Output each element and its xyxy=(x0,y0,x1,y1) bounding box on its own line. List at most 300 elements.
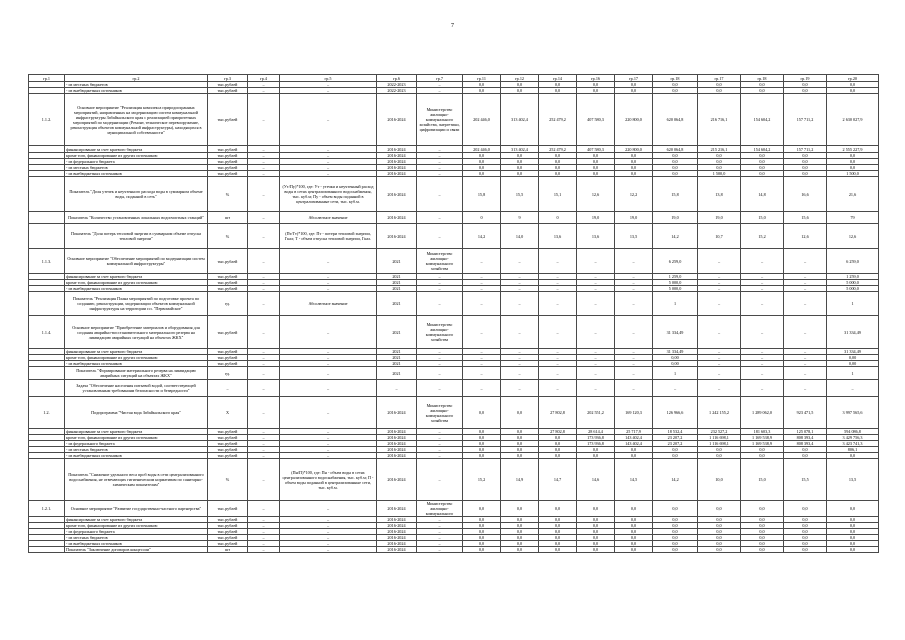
table-cell: 0,0 xyxy=(615,153,653,159)
table-cell: % xyxy=(208,177,248,212)
table-cell: - из местных бюджетов xyxy=(65,82,208,88)
table-cell: – xyxy=(501,361,539,367)
table-cell: – xyxy=(248,435,280,441)
table-cell: 0,0 xyxy=(653,501,698,517)
table-cell: 0,0 xyxy=(577,523,615,529)
table-cell: – xyxy=(501,367,539,380)
table-cell: 0,0 xyxy=(615,88,653,94)
table-cell: тыс.рублей xyxy=(208,529,248,535)
table-cell: – xyxy=(417,453,463,459)
table-cell: 2016-2024 xyxy=(377,153,417,159)
table-cell: 0,0 xyxy=(539,435,577,441)
table-cell: 0,0 xyxy=(577,171,615,177)
table-cell: Министерство жилищно-коммунального xyxy=(417,501,463,517)
table-cell: – xyxy=(539,280,577,286)
table-cell: 808 393,4 xyxy=(784,441,827,447)
column-header: гр.18 xyxy=(653,75,698,82)
table-cell: 2 555 227,9 xyxy=(827,146,879,153)
table-cell: – xyxy=(784,349,827,355)
table-cell: тыс.рублей xyxy=(208,153,248,159)
table-cell: 0,0 xyxy=(577,517,615,523)
table-cell: 0,0 xyxy=(698,517,741,523)
table-cell: – xyxy=(417,349,463,355)
table-cell: 15,2 xyxy=(463,459,501,501)
table-cell: тыс.рублей xyxy=(208,355,248,361)
table-cell: 10,7 xyxy=(698,224,741,249)
table-cell: 0,0 xyxy=(501,397,539,429)
table-cell: – xyxy=(784,274,827,280)
table-cell: 79 xyxy=(827,212,879,224)
table-cell: 1 259,0 xyxy=(653,274,698,280)
table-cell: 923 471,5 xyxy=(784,397,827,429)
table-cell: 0,0 xyxy=(653,82,698,88)
table-cell: 23 207,2 xyxy=(653,435,698,441)
table-cell: 407 580,3 xyxy=(577,146,615,153)
table-cell: 0,0 xyxy=(463,429,501,435)
table-cell: 0,0 xyxy=(501,159,539,165)
table-cell: 202 446,0 xyxy=(463,146,501,153)
table-cell: 2016-2024 xyxy=(377,441,417,447)
table-cell: 2016-2024 xyxy=(377,397,417,429)
table-cell: 0,0 xyxy=(827,541,879,547)
table-cell: 0,0 xyxy=(741,529,784,535)
table-cell: 0,0 xyxy=(501,447,539,453)
table-cell: – xyxy=(248,88,280,94)
table-cell: 23 207,2 xyxy=(653,441,698,447)
table-cell: 0,00 xyxy=(653,361,698,367)
table-cell: 0,0 xyxy=(463,165,501,171)
table-cell: – xyxy=(698,367,741,380)
table-cell: – xyxy=(417,447,463,453)
table-cell: 0,0 xyxy=(741,165,784,171)
table-cell: – xyxy=(248,212,280,224)
table-cell: 0,0 xyxy=(827,88,879,94)
table-cell: финансирование за счет краевого бюджета xyxy=(65,517,208,523)
table-cell: – xyxy=(501,292,539,316)
table-cell: 2021 xyxy=(377,274,417,280)
table-cell: – xyxy=(248,280,280,286)
table-cell: тыс.рублей xyxy=(208,441,248,447)
table-cell: 0,0 xyxy=(653,171,698,177)
header-row xyxy=(29,75,879,82)
table-cell: – xyxy=(248,274,280,280)
table-cell: – xyxy=(417,523,463,529)
column-header: гр.4 xyxy=(248,75,280,82)
table-cell: 0,0 xyxy=(539,453,577,459)
table-cell: 0,0 xyxy=(615,82,653,88)
table-cell: – xyxy=(539,292,577,316)
table-row xyxy=(29,212,879,224)
table-cell: кроме того, финансирование из других источников: xyxy=(65,355,208,361)
table-cell: тыс.рублей xyxy=(208,88,248,94)
table-cell: 31 334,49 xyxy=(827,316,879,349)
table-cell: 19,0 xyxy=(698,212,741,224)
table-cell: 19,0 xyxy=(577,212,615,224)
table-cell: 1 500,0 xyxy=(698,171,741,177)
column-header: гр.14 xyxy=(539,75,577,82)
table-cell: 0,0 xyxy=(539,82,577,88)
page-number: 7 xyxy=(451,23,454,29)
table-cell: – xyxy=(417,171,463,177)
table-cell: 1.2. xyxy=(29,397,65,429)
table-cell: 0,0 xyxy=(539,165,577,171)
table-cell: – xyxy=(417,535,463,541)
table-cell: – xyxy=(417,82,463,88)
table-cell: – xyxy=(280,501,377,517)
table-cell: 0,0 xyxy=(501,535,539,541)
table-cell: 0,0 xyxy=(501,153,539,159)
table-cell: – xyxy=(417,292,463,316)
table-cell: – xyxy=(698,274,741,280)
table-cell: – xyxy=(417,274,463,280)
table-cell: 0,0 xyxy=(784,447,827,453)
table-cell: 2016-2024 xyxy=(377,146,417,153)
table-cell: 220 800,0 xyxy=(615,94,653,146)
table-cell: Основное мероприятие "Приобретение материалов и оборудования для создания аварийно-восстановительного материального резерва на ликвидацию аварийных ситуаций на объектах ЖКХ" xyxy=(65,316,208,349)
table-cell: – xyxy=(280,429,377,435)
table-cell: – xyxy=(248,453,280,459)
table-cell: – xyxy=(539,249,577,274)
table-cell: 0,0 xyxy=(784,171,827,177)
column-header: гр.17 xyxy=(698,75,741,82)
table-cell: тыс.рублей xyxy=(208,535,248,541)
table-cell: 14,0 xyxy=(501,224,539,249)
table-cell: 216 716,1 xyxy=(698,94,741,146)
table-cell: – xyxy=(280,367,377,380)
table-cell: – xyxy=(463,361,501,367)
table-cell: 27 802,8 xyxy=(539,397,577,429)
table-cell: – xyxy=(280,249,377,274)
column-header: гр.6 xyxy=(377,75,417,82)
table-cell: 0,0 xyxy=(784,547,827,553)
table-cell: – xyxy=(615,280,653,286)
table-cell: – xyxy=(501,280,539,286)
table-cell: – xyxy=(417,146,463,153)
table-cell: – xyxy=(827,380,879,397)
table-cell: 143 402,4 xyxy=(615,441,653,447)
table-cell: – xyxy=(248,177,280,212)
table-cell: – xyxy=(280,517,377,523)
table-cell: 0,0 xyxy=(463,547,501,553)
table-cell xyxy=(29,367,65,380)
table-cell: 0,0 xyxy=(741,453,784,459)
table-cell: 0,0 xyxy=(698,535,741,541)
table-cell: 0,0 xyxy=(784,165,827,171)
table-cell: 0,0 xyxy=(615,171,653,177)
table-cell: 0,0 xyxy=(827,523,879,529)
table-cell: Показатель "Снижение удельного веса проб воды в сети централизованного водоснабжения, не отвечающих гигиеническим нормативам по санитарно-химическим показателям" xyxy=(65,459,208,501)
table-cell: – xyxy=(741,286,784,292)
table-row xyxy=(29,547,879,553)
table-cell: 13,6 xyxy=(539,224,577,249)
table-cell: - из федерального бюджета xyxy=(65,159,208,165)
table-cell: 157 711,2 xyxy=(784,146,827,153)
table-cell: 0,0 xyxy=(741,171,784,177)
table-cell: – xyxy=(417,547,463,553)
table-cell: тыс.рублей xyxy=(208,146,248,153)
table-cell: – xyxy=(280,153,377,159)
table-cell: – xyxy=(248,159,280,165)
table-cell: 0,0 xyxy=(784,529,827,535)
table-cell: – xyxy=(280,165,377,171)
table-cell: 0,0 xyxy=(784,82,827,88)
table-cell: – xyxy=(463,367,501,380)
table-cell: – xyxy=(248,535,280,541)
table-cell: – xyxy=(248,447,280,453)
table-cell: – xyxy=(463,349,501,355)
table-cell: 0,0 xyxy=(501,529,539,535)
table-cell: 0,0 xyxy=(698,547,741,553)
table-cell: тыс.рублей xyxy=(208,523,248,529)
table-cell: 14,2 xyxy=(463,224,501,249)
table-cell: 0,0 xyxy=(463,447,501,453)
table-cell: Показатель "Заключение договоров концессии" xyxy=(65,547,208,553)
table-cell: – xyxy=(615,367,653,380)
table-cell: – xyxy=(248,441,280,447)
table-cell: – xyxy=(741,280,784,286)
table-cell: – xyxy=(280,316,377,349)
table-cell: 0,0 xyxy=(784,453,827,459)
table-cell: % xyxy=(208,459,248,501)
table-cell: 12,6 xyxy=(577,177,615,212)
table-cell: 0,0 xyxy=(539,541,577,547)
table-cell: – xyxy=(698,249,741,274)
table-cell: – xyxy=(741,355,784,361)
table-cell: 1 242 155,2 xyxy=(698,397,741,429)
table-cell: 0,0 xyxy=(463,523,501,529)
table-cell: 0,0 xyxy=(784,88,827,94)
table-cell: – xyxy=(280,441,377,447)
table-cell: 0,0 xyxy=(615,541,653,547)
table-cell: 0,0 xyxy=(577,547,615,553)
table-cell: – xyxy=(539,355,577,361)
table-cell: 15,8 xyxy=(653,177,698,212)
table-cell: 0,0 xyxy=(501,547,539,553)
table-cell: 252 479,2 xyxy=(539,146,577,153)
table-cell: – xyxy=(539,316,577,349)
table-cell: 2021 xyxy=(377,286,417,292)
table-cell: 0,00 xyxy=(827,361,879,367)
table-cell: – xyxy=(248,146,280,153)
table-cell: – xyxy=(501,349,539,355)
table-cell: тыс.рублей xyxy=(208,286,248,292)
table-cell: – xyxy=(280,361,377,367)
table-cell: – xyxy=(417,517,463,523)
table-cell: – xyxy=(248,316,280,349)
table-cell: – xyxy=(248,459,280,501)
table-cell: 0,0 xyxy=(653,159,698,165)
table-cell: 14,2 xyxy=(653,224,698,249)
table-cell: 0,0 xyxy=(577,501,615,517)
table-cell: 31 334,49 xyxy=(827,349,879,355)
table-cell: – xyxy=(698,316,741,349)
table-cell: 0,0 xyxy=(615,165,653,171)
table-cell: – xyxy=(280,535,377,541)
table-cell: 2016-2024 xyxy=(377,212,417,224)
table-cell: 0,0 xyxy=(741,447,784,453)
table-cell: 15,0 xyxy=(741,459,784,501)
table-cell: 1 xyxy=(653,367,698,380)
table-cell: – xyxy=(741,292,784,316)
table-cell: 0,0 xyxy=(784,159,827,165)
table-cell: – xyxy=(463,316,501,349)
table-cell: 0,0 xyxy=(653,535,698,541)
table-cell: 0,0 xyxy=(463,441,501,447)
table-cell: Показатель "Реализация Плана мероприятий по подготовке проекта по созданию, реконструкции, модернизации объектов коммунальной инфраструктуры на территории г.п. "Первомайское" xyxy=(65,292,208,316)
table-cell: 0,0 xyxy=(827,547,879,553)
table-cell: тыс.рублей xyxy=(208,165,248,171)
table-cell: 0,0 xyxy=(827,517,879,523)
table-cell: 0,0 xyxy=(827,165,879,171)
table-cell: – xyxy=(280,94,377,146)
table-cell: 202 446,0 xyxy=(463,94,501,146)
table-cell: – xyxy=(501,380,539,397)
table-cell: 14,2 xyxy=(653,459,698,501)
table-cell: 0,0 xyxy=(539,441,577,447)
table-cell: 0,0 xyxy=(698,165,741,171)
table-cell: – xyxy=(615,355,653,361)
table-cell: Х xyxy=(208,397,248,429)
table-cell: – xyxy=(417,355,463,361)
table-cell: 0,0 xyxy=(463,435,501,441)
table-cell: – xyxy=(501,286,539,292)
table-row xyxy=(29,224,879,249)
table-cell: 0,0 xyxy=(463,535,501,541)
table-cell: – xyxy=(417,441,463,447)
table-cell xyxy=(29,146,65,153)
table-cell: 9 xyxy=(501,212,539,224)
table-cell: – xyxy=(280,380,377,397)
table-cell: - из местных бюджетов xyxy=(65,535,208,541)
table-cell: – xyxy=(741,349,784,355)
table-cell: 0,0 xyxy=(463,88,501,94)
table-cell: – xyxy=(417,159,463,165)
table-cell: 0,0 xyxy=(741,501,784,517)
table-cell: тыс.рублей xyxy=(208,94,248,146)
table-cell: – xyxy=(539,349,577,355)
table-row xyxy=(29,380,879,397)
table-cell: 2016-2024 xyxy=(377,177,417,212)
table-cell: – xyxy=(615,292,653,316)
table-cell: 0 xyxy=(463,212,501,224)
table-cell: кроме того, финансирование из других источников: xyxy=(65,280,208,286)
table-cell: 0,0 xyxy=(741,547,784,553)
table-cell: 0,0 xyxy=(577,447,615,453)
table-cell: тыс.рублей xyxy=(208,280,248,286)
table-cell xyxy=(29,547,65,553)
table-cell: – xyxy=(615,361,653,367)
table-cell: тыс.рублей xyxy=(208,501,248,517)
table-cell: – xyxy=(417,286,463,292)
table-cell: 0,0 xyxy=(698,153,741,159)
table-cell: 5 000,0 xyxy=(653,286,698,292)
table-cell: – xyxy=(417,459,463,501)
table-cell: 1.1.3. xyxy=(29,249,65,274)
table-cell: 18 532,4 xyxy=(653,429,698,435)
table-cell: – xyxy=(248,380,280,397)
table-cell: 0,0 xyxy=(741,159,784,165)
table-cell: 169 120,3 xyxy=(615,397,653,429)
table-body xyxy=(29,75,879,553)
table-cell: – xyxy=(280,286,377,292)
table-cell: 0,0 xyxy=(501,88,539,94)
table-cell: 2022-2023 xyxy=(377,88,417,94)
table-cell: – xyxy=(463,274,501,280)
table-cell: - из внебюджетных источников xyxy=(65,541,208,547)
table-cell: 0,0 xyxy=(501,429,539,435)
column-header: гр.2 xyxy=(65,75,208,82)
table-cell: 10,0 xyxy=(698,459,741,501)
table-cell: 0,0 xyxy=(577,535,615,541)
table-cell: - из федерального бюджета xyxy=(65,529,208,535)
table-cell: 2021 xyxy=(377,249,417,274)
table-cell: 0,0 xyxy=(539,535,577,541)
table-cell: 0,0 xyxy=(653,541,698,547)
table-row xyxy=(29,249,879,274)
table-cell: – xyxy=(417,280,463,286)
table-cell: - из внебюджетных источников xyxy=(65,286,208,292)
table-cell: – xyxy=(463,249,501,274)
table-cell: 173 936,8 xyxy=(577,435,615,441)
table-cell: 15,2 xyxy=(741,224,784,249)
table-cell: – xyxy=(784,355,827,361)
table-cell: 14,8 xyxy=(741,177,784,212)
table-cell: – xyxy=(248,286,280,292)
table-cell: - из внебюджетных источников xyxy=(65,361,208,367)
table-cell: шт xyxy=(208,212,248,224)
table-cell: 2016-2024 xyxy=(377,171,417,177)
table-cell: Показатель "Доля потерь тепловой энергии в суммарном объеме отпуска тепловой энергии" xyxy=(65,224,208,249)
table-cell: – xyxy=(280,397,377,429)
table-cell: 2021 xyxy=(377,280,417,286)
table-cell: 2016-2024 xyxy=(377,165,417,171)
table-cell: – xyxy=(417,380,463,397)
column-header: гр.5 xyxy=(280,75,377,82)
table-cell: 0,0 xyxy=(698,501,741,517)
table-cell: 5 000,0 xyxy=(827,286,879,292)
table-cell: – xyxy=(248,355,280,361)
table-cell: 0,0 xyxy=(653,153,698,159)
table-cell: 0,0 xyxy=(615,547,653,553)
table-cell: 2 630 027,9 xyxy=(827,94,879,146)
table-row xyxy=(29,367,879,380)
table-cell: тыс.рублей xyxy=(208,361,248,367)
table-cell: 19,0 xyxy=(615,212,653,224)
table-cell: 0,0 xyxy=(784,535,827,541)
column-header: гр.7 xyxy=(417,75,463,82)
table-cell: 2016-2024 xyxy=(377,535,417,541)
table-cell: 0,0 xyxy=(827,535,879,541)
table-cell: 0,0 xyxy=(827,453,879,459)
table-cell: 0,0 xyxy=(615,159,653,165)
table-cell: 2016-2024 xyxy=(377,541,417,547)
table-cell: 1 116 698,1 xyxy=(698,441,741,447)
table-cell: 0,0 xyxy=(698,529,741,535)
table-cell: - из внебюджетных источников xyxy=(65,88,208,94)
table-cell: – xyxy=(463,380,501,397)
table-cell: Показатель "Формирование материального резерва на ликвидацию аварийных ситуаций на объектах ЖКХ" xyxy=(65,367,208,380)
table-cell: Основное мероприятие "Реализация комплекса природоохранных мероприятий, направленных на модернизацию систем коммунальной инфраструктуры Забайкальского края с реализацией приоритетных мероприятий по модернизации (Ремонт, техническое перевооружение, реконструкция объектов коммунальной инфраструктуры), находящихся в муниципальной собственности" xyxy=(65,94,208,146)
table-cell: 0,0 xyxy=(539,159,577,165)
table-cell: – xyxy=(615,380,653,397)
table-cell: 3 997 565,6 xyxy=(827,397,879,429)
table-cell: финансирование за счет краевого бюджета xyxy=(65,429,208,435)
table-cell: 0,0 xyxy=(698,453,741,459)
table-cell: – xyxy=(615,249,653,274)
table-row xyxy=(29,397,879,429)
table-cell: 0,0 xyxy=(827,159,879,165)
table-cell: 0,0 xyxy=(827,153,879,159)
